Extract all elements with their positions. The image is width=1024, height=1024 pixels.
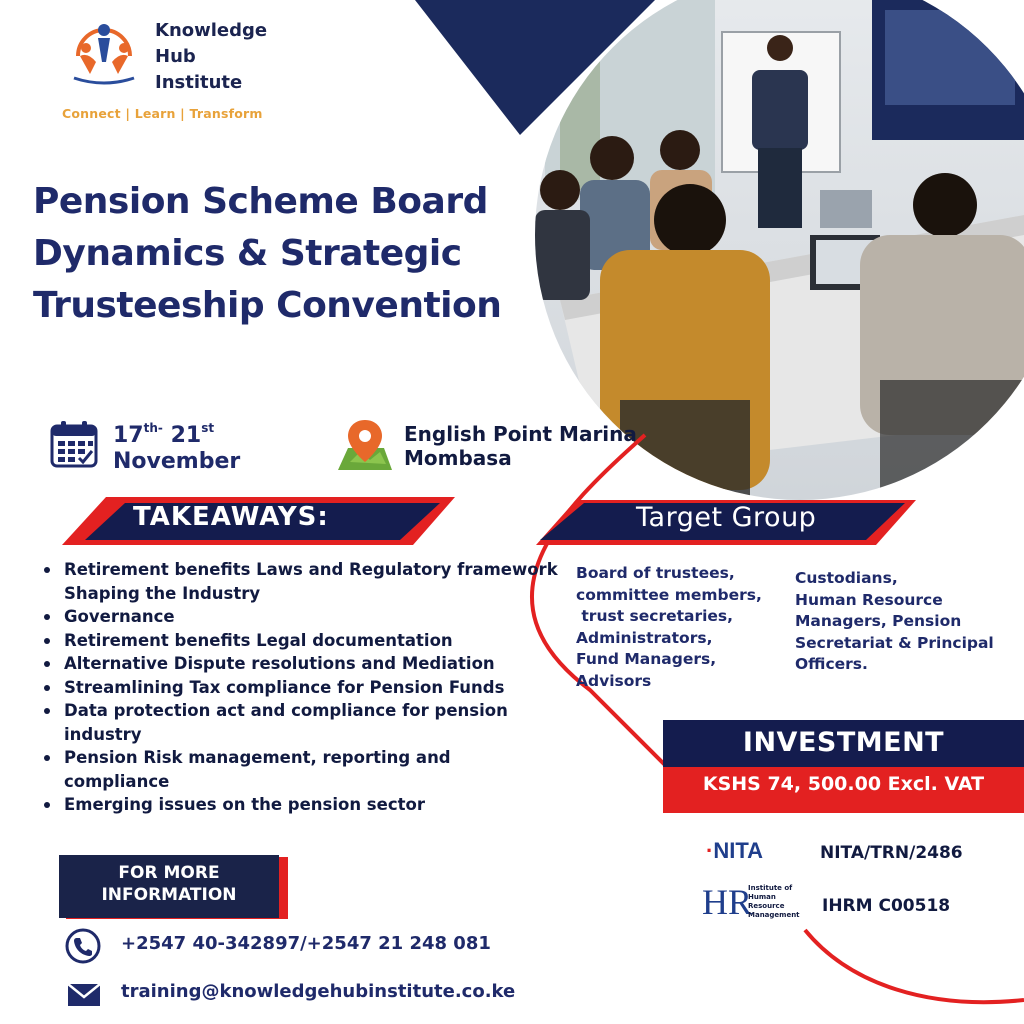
title-line-1: Pension Scheme Board (33, 181, 488, 222)
target-group-item: Human Resource (795, 590, 943, 609)
hr-logo-caption: Human (748, 893, 776, 901)
investment-price: KSHS 74, 500.00 Excl. VAT (702, 773, 985, 795)
target-group-item: Managers, Pension (795, 612, 962, 630)
brand-tagline: Connect | Learn | Transform (62, 106, 263, 121)
venue-line-1: English Point Marina (404, 422, 637, 446)
list-item: Retirement benefits Legal documentation (40, 629, 560, 653)
target-group-item: Administrators, (576, 628, 713, 647)
target-group-item: Custodians, (795, 569, 898, 587)
phone-icon (64, 927, 102, 965)
ihrm-code: IHRM C00518 (822, 896, 951, 916)
contact-email[interactable]: training@knowledgehubinstitute.co.ke (121, 981, 516, 1002)
takeaways-heading: TAKEAWAYS: (133, 502, 329, 532)
target-group-item: Officers. (795, 655, 868, 673)
list-item: Emerging issues on the pension sector (40, 793, 560, 817)
target-group-item: trust secretaries, (576, 607, 734, 625)
venue-line-2: Mombasa (404, 446, 512, 470)
title-line-3: Trusteeship Convention (33, 285, 502, 326)
nita-logo-text: NITA (713, 838, 764, 863)
target-group-column-2 (795, 568, 1020, 676)
target-group-item: Fund Managers, (576, 650, 717, 668)
list-item: Alternative Dispute resolutions and Mediation (40, 652, 560, 676)
date-end: 21 (170, 423, 202, 448)
date-month: November (113, 449, 241, 474)
event-date (113, 415, 240, 475)
more-info-label (59, 862, 279, 906)
hr-logo-text: HR (702, 882, 753, 922)
list-item: Pension Risk management, reporting and compliance (40, 746, 560, 793)
list-item: Data protection act and compliance for pension industry (40, 699, 560, 746)
location-pin-icon (336, 418, 394, 472)
brand-name-line-3: Institute (155, 72, 243, 93)
brand-name-line-1: Knowledge (155, 20, 268, 41)
list-item: Retirement benefits Laws and Regulatory framework Shaping the Industry (40, 558, 560, 605)
date-start: 17 (113, 423, 144, 448)
target-group-item: Board of trustees, (576, 564, 735, 582)
target-group-item: committee members, (576, 585, 762, 604)
date-end-suffix: st (201, 421, 215, 435)
logo-people-icon (68, 18, 140, 92)
title-line-2: Dynamics & Strategic (33, 233, 462, 274)
hr-logo-caption: Management (748, 911, 800, 919)
brand-name (155, 18, 295, 96)
nita-logo: ·NITA (706, 838, 764, 863)
mail-icon (66, 980, 102, 1008)
more-info-line-2: INFORMATION (101, 885, 237, 905)
investment-heading: INVESTMENT (742, 727, 945, 758)
date-start-suffix: th- (143, 421, 163, 435)
brand-name-line-2: Hub (155, 46, 196, 67)
contact-phone[interactable]: +2547 40-342897/+2547 21 248 081 (121, 933, 491, 954)
hr-logo (702, 882, 798, 930)
nita-code: NITA/TRN/2486 (820, 843, 963, 863)
target-group-column-1 (576, 563, 791, 692)
target-group-heading: Target Group (636, 502, 817, 533)
page-title (33, 176, 563, 332)
target-group-item: Advisors (576, 671, 652, 690)
target-group-item: Secretariat & Principal (795, 633, 994, 652)
more-info-line-1: FOR MORE (118, 863, 220, 883)
hr-logo-caption: Institute of (748, 884, 793, 892)
calendar-icon (50, 420, 98, 468)
list-item: Streamlining Tax compliance for Pension Funds (40, 676, 560, 700)
hr-logo-caption: Resource (748, 902, 785, 910)
list-item: Governance (40, 605, 560, 629)
event-venue (404, 422, 637, 470)
takeaways-list (40, 558, 560, 817)
